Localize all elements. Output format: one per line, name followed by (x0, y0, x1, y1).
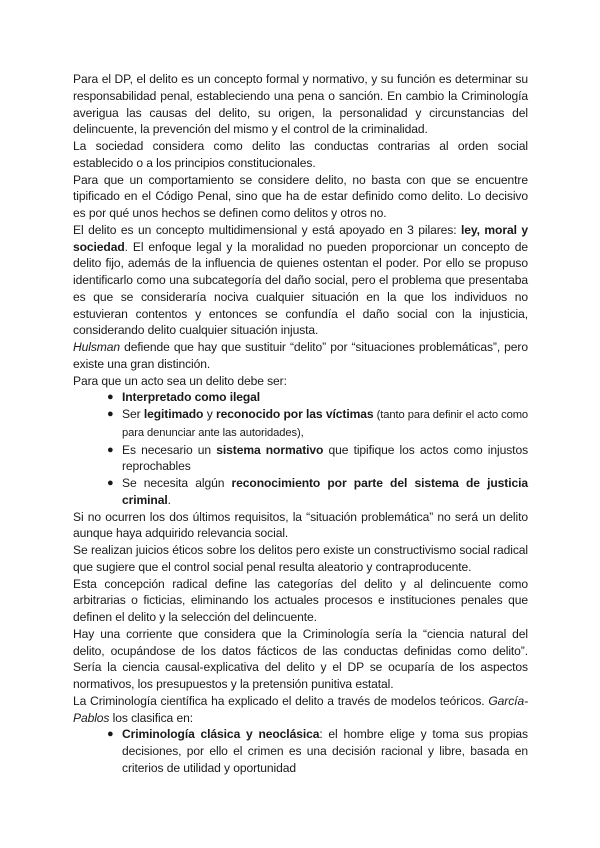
pilares-bold: ley, moral y sociedad (73, 222, 528, 254)
list-item: ● Se necesita algún reconocimiento por parte del sistema de justicia criminal. (107, 476, 528, 507)
paragraph-requisitos-conclusion: Si no ocurren los dos últimos requisitos, la “situación problemática” no será un delito aunque haya adquirido relevancia social. (73, 509, 528, 541)
list-item: ● Criminología clásica y neoclásica: el hombre elige y toma sus propias decisiones, por ello el crimen es una decisión racional y libre, basada en criterios de utilidad y oportunidad (107, 727, 528, 775)
author-hulsman: Hulsman (73, 340, 121, 354)
bullet-icon: ● (107, 408, 114, 420)
paragraph-sociedad: La sociedad considera como delito las conductas contrarias al orden social establecido o a los principios constitucionales. (73, 139, 528, 170)
models-list (73, 726, 528, 776)
paragraph-dp-vs-criminologia: Para el DP, el delito es un concepto formal y normativo, y su función es determinar su responsabilidad penal, estableciendo una pena o sanción. En cambio la Criminología averigua las causas del delito, su origen, la personalidad y circunstancias del delincuente, la prevención del mismo y el control de la criminalidad. (73, 72, 528, 137)
paragraph-ciencia-natural: Hay una corriente que considera que la Criminología sería la “ciencia natural del delito, ocupándose de los datos fácticos de las conductas definidas como delito”. Sería la ciencia causal-explicativa del delito y el DP se ocuparía de los aspectos normativos, los presupuestos y la pretensión punitiva estatal. (73, 626, 528, 691)
list-item: ● Interpretado como ilegal (107, 390, 261, 405)
list-item: ● Ser legitimado y reconocido por las víctimas (tanto para definir el acto como para denunciar ante las autoridades), (107, 407, 529, 439)
paragraph-concepcion-radical: Esta concepción radical define las categorías del delito y al delincuente como arbitrarias o ficticias, eliminando los actuales procesos e instituciones penales que definen el delito y la selección del delincuente. (73, 576, 528, 624)
bullet-icon: ● (107, 443, 114, 456)
paragraph-comportamiento: Para que un comportamiento se considere delito, no basta con que se encuentre tipificado en el Código Penal, sino que ha de estar definido como delito. Lo decisivo es por qué unos hechos se definen como delitos y otros no. (73, 172, 528, 220)
author-garcia-pablos: García-Pablos (73, 693, 528, 725)
bullet-icon: ● (107, 477, 114, 489)
bullet-icon: ● (107, 391, 114, 404)
paragraph-modelos-teoricos: La Criminología científica ha explicado el delito a través de modelos teóricos. García-Pablos los clasifica en: (73, 693, 528, 725)
paragraph-hulsman: Hulsman defiende que hay que sustituir “delito” por “situaciones problemáticas”, pero existe una gran distinción. (73, 340, 528, 371)
requirements-list (73, 389, 528, 508)
bullet-icon: ● (107, 728, 114, 741)
paragraph-pilares: El delito es un concepto multidimensional y está apoyado en 3 pilares: ley, moral y sociedad. El enfoque legal y la moralidad no pueden proporcionar un concepto de delito fijo, además de la influencia de quienes ostentan el poder. Por ello se propuso identificarlo como una subcategoría del daño social, pero el problema que presentaba es que se consideraría nociva cualquier situación en la que los individuos no estuvieran contentos y entonces se confundía el daño social con la injusticia, considerando delito cualquier situación injusta. (73, 222, 528, 338)
list-item: ● Es necesario un sistema normativo que tipifique los actos como injustos reprochables (107, 442, 529, 474)
document-body (73, 71, 528, 777)
paragraph-requisitos-intro: Para que un acto sea un delito debe ser: (73, 373, 287, 388)
paragraph-juicios-eticos: Se realizan juicios éticos sobre los delitos pero existe un constructivismo social radical que sugiere que el control social penal resulta aleatorio y contraproducente. (73, 543, 528, 574)
